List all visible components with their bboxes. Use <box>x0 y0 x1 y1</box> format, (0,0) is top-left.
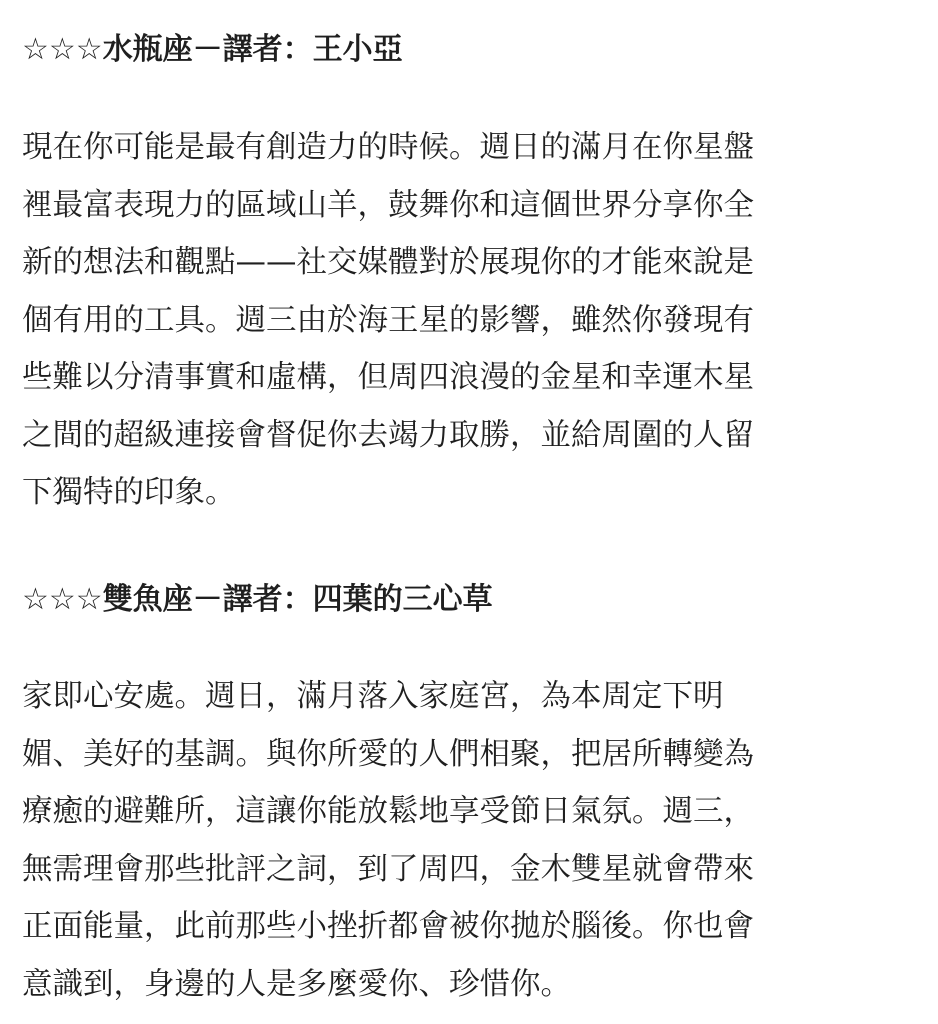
text-line: 下獨特的印象。 <box>22 475 236 510</box>
text-line: 家即心安處。週日，滿月落入家庭宮，為本周定下明 <box>22 679 724 714</box>
text-line: 現在你可能是最有創造力的時候。週日的滿月在你星盤 <box>22 130 754 165</box>
text-line: 無需理會那些批評之詞，到了周四，金木雙星就會帶來 <box>22 851 754 887</box>
section-heading-aquarius <box>22 30 916 70</box>
text-line: 新的想法和觀點——社交媒體對於展現你的才能來說是 <box>22 245 754 280</box>
heading-text: 水瓶座－譯者：王小亞 <box>102 32 403 67</box>
text-line: 個有用的工具。週三由於海王星的影響，雖然你發現有 <box>22 302 754 338</box>
heading-text: 雙魚座－譯者：四葉的三心草 <box>102 582 493 617</box>
text-line: 媚、美好的基調。與你所愛的人們相聚，把居所轉變為 <box>22 736 754 772</box>
section-heading-pisces <box>22 580 916 620</box>
text-line: 意識到，身邊的人是多麼愛你、珍惜你。 <box>22 966 571 1002</box>
horoscope-paragraph-aquarius <box>22 119 918 522</box>
text-line: 些難以分清事實和虛構，但周四浪漫的金星和幸運木星 <box>22 360 754 395</box>
text-line: 正面能量，此前那些小挫折都會被你拋於腦後。你也會 <box>22 909 754 944</box>
text-line: 裡最富表現力的區域山羊，鼓舞你和這個世界分享你全 <box>22 187 754 223</box>
horoscope-paragraph-pisces <box>22 668 918 1013</box>
text-line: 療癒的避難所，這讓你能放鬆地享受節日氣氛。週三， <box>22 794 754 829</box>
text-line: 之間的超級連接會督促你去竭力取勝，並給周圍的人留 <box>22 417 754 453</box>
star-rating-icons: ☆☆☆ <box>22 32 103 67</box>
star-rating-icons: ☆☆☆ <box>22 582 103 617</box>
